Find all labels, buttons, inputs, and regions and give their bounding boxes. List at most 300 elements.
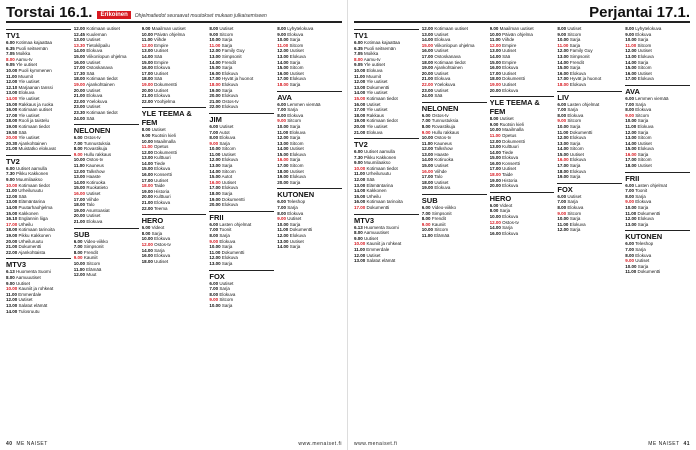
program-title: Yle uutiset: [18, 112, 40, 118]
program-entry: [625, 76, 690, 82]
program-time: 12.00: [141, 42, 153, 48]
program-title: Uutiset: [569, 151, 584, 157]
program-time: 23.00: [421, 87, 434, 93]
program-time: 12.00: [141, 149, 153, 155]
program-title: Kotimaan tarinoita: [18, 227, 55, 233]
program-time: 9.00: [557, 210, 567, 216]
program-time: 20.00: [73, 213, 86, 219]
program-time: 17.00: [421, 53, 434, 59]
program-time: 7.00: [557, 199, 567, 205]
program-time: 9.00: [421, 221, 431, 227]
program-title: Empire: [154, 42, 169, 48]
program-title: Elokuva: [221, 185, 238, 191]
program-entry: [557, 227, 622, 233]
program-time: 15.00: [277, 151, 289, 157]
program-title: Uutiset: [567, 193, 582, 199]
program-time: 10.00: [73, 260, 86, 266]
program-title: Elokuva: [635, 31, 652, 37]
program-time: 18.00: [421, 59, 434, 65]
program-time: 10.00: [557, 37, 569, 43]
program-time: 15.00: [141, 59, 153, 65]
program-time: 16.00: [277, 70, 289, 76]
program-title: Kulttuuri: [502, 144, 519, 150]
program-time: 15.00: [209, 174, 221, 180]
program-title: Elokuva: [637, 216, 654, 222]
program-time: 15.00: [6, 210, 18, 216]
program-time: 22.00: [141, 205, 153, 211]
program-title: Elokuva: [637, 123, 654, 129]
program-title: Lyhytelokuva: [287, 26, 314, 31]
program-time: 11.00: [625, 123, 637, 129]
program-title: Elokuva: [502, 155, 519, 161]
program-time: 13.00: [141, 48, 153, 54]
program-time: 9.00: [209, 297, 219, 303]
program-title: Hullu rakkaus: [83, 151, 112, 157]
program-title: Ajankohtainen: [18, 140, 47, 146]
program-title: Elämää: [434, 233, 450, 238]
program-time: 12.00: [625, 48, 637, 54]
program-title: Sarja: [637, 221, 649, 227]
program-time: 9.00: [277, 118, 286, 124]
program-title: Uutiset: [502, 81, 517, 87]
program-time: 9.00: [73, 255, 83, 261]
program-time: 10.00: [6, 182, 18, 188]
program-title: Tietokilpailu: [86, 42, 110, 48]
program-title: Ajankohtainen: [434, 65, 463, 71]
program-title: Sarja: [637, 37, 649, 43]
special-banner: Erikoinen: [97, 11, 130, 19]
program-time: 12.00: [73, 26, 86, 31]
program-time: 11.00: [421, 233, 433, 238]
program-title: Frendit: [431, 216, 446, 222]
program-time: 14.00: [354, 188, 366, 194]
program-title: Sarja: [219, 233, 230, 238]
program-title: Elokuva: [569, 70, 586, 76]
program-title: Sarja: [221, 260, 233, 266]
program-time: 9.00: [141, 132, 151, 138]
program-title: Uutiset: [16, 280, 31, 286]
program-time: 10.00: [6, 286, 18, 292]
program-title: Elokuva: [289, 174, 306, 180]
program-entry: [142, 259, 207, 265]
program-time: 7.00: [209, 286, 219, 292]
program-time: 17.00: [489, 166, 501, 172]
program-time: 18.00: [6, 118, 18, 124]
program-title: Kauniit ja rohkeat: [18, 286, 54, 292]
program-time: 8.00: [73, 249, 83, 255]
program-time: 9.00: [489, 121, 499, 127]
program-title: Rovastikuja: [431, 123, 456, 129]
program-time: 21.00: [141, 93, 153, 99]
program-title: Uutiset: [154, 258, 169, 264]
program-title: Sitcom: [637, 157, 652, 163]
program-time: 8.00: [489, 208, 499, 214]
program-time: 12.00: [354, 79, 366, 85]
program-title: Elokuva: [221, 255, 238, 261]
program-title: Elokuva: [221, 104, 238, 110]
program-title: Sarja: [569, 37, 581, 43]
program-title: Sarja: [289, 244, 301, 250]
program-title: Frendit: [569, 59, 584, 65]
program-time: 11.00: [557, 129, 569, 135]
program-time: 14.00: [73, 179, 86, 185]
program-title: Sarja: [289, 37, 301, 43]
program-time: 16.00: [421, 168, 434, 174]
program-title: Sitcom: [567, 118, 582, 124]
program-time: 20.00: [209, 93, 221, 99]
program-title: Sarja: [637, 205, 649, 211]
program-title: Sarja: [221, 37, 233, 43]
program-title: Rovastikuja: [83, 146, 108, 152]
program-title: Sitcom: [289, 140, 304, 146]
program-title: Uutiset: [364, 235, 379, 241]
program-time: 16.00: [73, 191, 86, 197]
program-time: 11.00: [6, 73, 18, 79]
program-title: Yöelokuva: [434, 81, 456, 87]
program-time: 6.13: [354, 224, 363, 230]
header-subtitle: Ohjelmatiedot seuraavat muutokset mukaan julkaisemiseen: [134, 13, 267, 19]
program-title: Viihde: [434, 168, 447, 174]
program-title: Sää: [86, 70, 95, 76]
program-title: Urheiluruutu: [18, 188, 43, 194]
program-time: 7.05: [6, 51, 15, 57]
program-time: 11.00: [141, 144, 153, 150]
program-time: 12.00: [489, 42, 501, 48]
program-time: 6.35: [354, 45, 363, 51]
program-time: 8.00: [141, 230, 151, 236]
program-time: 18.00: [557, 168, 569, 174]
program-entry: [490, 88, 555, 94]
program-time: 14.00: [6, 308, 18, 314]
left-footer: [6, 441, 342, 447]
program-time: 17.00: [73, 196, 86, 202]
program-title: Ruotsin kieli: [499, 121, 524, 127]
program-title: Ostoskanava: [434, 53, 461, 59]
program-title: Sarja: [569, 216, 581, 222]
program-title: Hullu rakkaus: [431, 129, 460, 135]
program-time: 20.00: [354, 123, 366, 129]
program-title: Elokuva: [18, 90, 35, 96]
program-time: 14.00: [209, 59, 221, 65]
program-time: 12.00: [557, 227, 569, 233]
program-time: 10.00: [141, 31, 153, 37]
program-entry: [625, 163, 690, 169]
program-time: 10.00: [209, 146, 221, 152]
program-title: Yle uutiset: [18, 79, 40, 85]
program-title: Hyvät ja huonot: [569, 76, 602, 82]
program-title: Kotimaan tiedot: [18, 123, 50, 129]
program-title: Kotimaan tarinoita: [366, 199, 403, 205]
program-time: 7.00: [277, 205, 286, 211]
program-title: Sarja: [154, 247, 165, 253]
program-time: 15.00: [421, 42, 434, 48]
program-title: Sarja: [221, 87, 233, 93]
program-time: 20.00: [489, 183, 501, 189]
channel-heading: HERO: [490, 192, 555, 203]
program-title: Kauneus: [434, 140, 452, 146]
program-title: Dokumentti: [637, 210, 661, 216]
program-time: 12.00: [489, 138, 501, 144]
program-time: 8.00: [557, 112, 567, 118]
program-time: 9.00: [557, 118, 567, 124]
program-title: Ostos-tv: [502, 219, 519, 225]
program-time: 13.00: [6, 199, 18, 205]
program-title: Teleshop: [635, 241, 654, 247]
program-time: 20.00: [421, 70, 434, 76]
program-title: Viikonlopun ohjelma: [86, 53, 127, 59]
program-title: Elokuva: [569, 221, 586, 227]
program-title: Uutiset: [151, 127, 166, 133]
program-title: Yle uutiset: [18, 95, 40, 101]
program-title: Elokuva: [219, 135, 236, 141]
program-time: 10.00: [209, 302, 221, 308]
program-time: 16.00: [209, 70, 221, 76]
program-time: 9.00: [625, 112, 634, 118]
program-title: Kotimaan tiedot: [18, 182, 50, 188]
program-time: 19.00: [489, 177, 501, 183]
program-time: 10.00: [73, 157, 86, 163]
program-title: Frendit: [83, 249, 98, 255]
program-title: Yle uutiset: [366, 79, 388, 85]
program-title: Uutiset: [287, 216, 302, 222]
program-time: 14.00: [141, 53, 153, 59]
program-time: 16.00: [625, 70, 637, 76]
program-title: Emmerdale: [18, 291, 42, 297]
program-time: 8.00: [6, 274, 15, 280]
program-title: Uutiset: [289, 238, 304, 244]
channel-heading: YLE TEEMA & FEM: [142, 107, 207, 127]
program-title: Elokuva: [434, 37, 451, 43]
program-title: Kotimaan uutiset: [18, 107, 53, 113]
program-time: 12.00: [209, 157, 221, 163]
program-time: 12.00: [354, 252, 366, 258]
program-time: 11.00: [625, 42, 637, 48]
program-time: 6.00: [625, 241, 634, 247]
program-time: 18.00: [141, 183, 153, 189]
program-title: Uutiset: [219, 26, 234, 31]
program-time: 6.00: [141, 225, 151, 231]
program-time: 17.00: [141, 70, 153, 76]
program-entry: [354, 205, 419, 211]
program-time: 19.00: [141, 188, 153, 194]
program-title: Yle uutiset: [366, 107, 388, 113]
program-title: Uutiset: [289, 48, 304, 54]
program-time: 13.00: [489, 144, 501, 150]
program-time: 6.00: [354, 40, 363, 45]
program-time: 12.00: [557, 48, 569, 54]
program-title: Talo: [86, 202, 95, 208]
program-title: Tunnustuksia: [83, 140, 111, 146]
program-time: 16.00: [277, 157, 289, 163]
program-time: 15.00: [489, 59, 501, 65]
program-title: Sarja: [637, 151, 649, 157]
program-title: Elokuva: [287, 210, 304, 216]
program-time: 19.00: [489, 81, 501, 87]
program-time: 9.00: [277, 31, 286, 37]
program-title: Uutiset: [637, 48, 652, 54]
program-time: 7.00: [209, 227, 219, 233]
program-time: 14.00: [6, 95, 18, 101]
program-time: 10.00: [489, 31, 501, 37]
program-time: 12.10: [6, 84, 18, 90]
program-time: 18.00: [625, 163, 637, 169]
program-title: Elokuva: [287, 112, 304, 118]
program-time: 7.00: [625, 247, 634, 252]
program-title: Elokuva: [221, 81, 238, 87]
program-time: 19.00: [73, 207, 86, 213]
program-time: 9.00: [6, 280, 15, 286]
program-time: 19.00: [209, 87, 221, 93]
program-title: Pikku Kakkonen: [364, 154, 397, 160]
program-title: Muistatko elokuvat: [18, 146, 56, 152]
program-time: 8.00: [141, 127, 151, 133]
channel-heading: SUB: [74, 228, 139, 239]
program-title: Uutiset: [221, 151, 236, 157]
program-title: Uutiset: [86, 191, 101, 197]
program-time: 17.00: [625, 157, 637, 163]
program-title: Sää: [154, 76, 163, 82]
program-title: Uutiset: [434, 87, 449, 93]
program-title: Moikka: [364, 51, 379, 57]
program-title: Emmerdale: [366, 247, 390, 252]
program-time: 14.00: [277, 146, 289, 152]
program-title: Aamu-tv: [363, 56, 381, 62]
program-time: 19.50: [6, 129, 18, 135]
program-title: Puutarhaohjelma: [18, 205, 53, 211]
channel-heading: KUTONEN: [277, 188, 342, 199]
program-title: Kotiruoka: [434, 157, 454, 163]
program-title: Uutiset: [86, 87, 101, 93]
program-time: 16.00: [489, 65, 501, 71]
program-title: Ruokatieto: [86, 185, 108, 191]
program-time: 15.00: [354, 95, 366, 101]
program-entry: [557, 82, 622, 88]
program-time: 9.00: [209, 140, 219, 146]
program-time: 23.00: [73, 104, 86, 110]
program-time: 13.00: [421, 151, 434, 157]
program-title: Uutiset: [499, 116, 514, 122]
program-time: 10.00: [557, 123, 569, 129]
program-title: Elokuva: [154, 253, 171, 259]
program-time: 7.00: [625, 101, 634, 107]
program-title: Yöelokuva: [86, 98, 108, 104]
listing-column: [6, 26, 71, 444]
program-time: 18.00: [489, 172, 501, 178]
program-title: Haaste: [86, 174, 101, 180]
program-time: 17.00: [73, 65, 86, 71]
program-title: Talo: [434, 174, 443, 180]
program-title: Elokuva: [502, 65, 519, 71]
program-title: Sarja: [637, 59, 649, 65]
program-title: Elokuva: [567, 112, 584, 118]
program-time: 12.00: [209, 255, 221, 261]
program-entry: [422, 93, 487, 99]
program-title: Kotimaa kajaattaa: [364, 40, 401, 45]
program-title: Hyvät ja huonot: [221, 76, 254, 82]
program-title: Dokumentti: [18, 244, 42, 250]
channel-heading: FRII: [209, 211, 274, 222]
program-time: 6.00: [557, 101, 567, 107]
program-time: 20.00: [277, 179, 289, 185]
program-time: 18.00: [209, 81, 221, 87]
program-time: 21.00: [73, 219, 86, 224]
program-time: 9.00: [625, 31, 634, 37]
program-title: Puoli kymmenen: [18, 67, 52, 73]
program-entry: [625, 269, 690, 275]
program-title: Uutiset: [434, 70, 449, 76]
program-time: 15.00: [73, 53, 86, 59]
program-title: Sarja: [289, 123, 301, 129]
program-time: 14.00: [421, 37, 434, 43]
program-time: 22.00: [73, 98, 86, 104]
program-title: Sitcom: [219, 31, 234, 37]
program-time: 11.00: [277, 129, 289, 135]
program-title: Päivän ohjelma: [154, 31, 185, 37]
program-time: 17.00: [209, 185, 221, 191]
program-title: Elokuva: [86, 48, 103, 54]
program-time: 12.00: [6, 193, 18, 199]
program-title: Elokuva: [221, 70, 238, 76]
program-time: 8.00: [209, 291, 219, 297]
program-time: 11.00: [625, 210, 637, 216]
program-title: Maailmalla: [502, 127, 524, 133]
program-title: Kauneus: [86, 163, 104, 169]
page-title: Perjantai 17.1.: [589, 4, 690, 21]
program-time: 13.00: [141, 155, 153, 161]
program-time: 12.00: [277, 135, 289, 141]
program-time: 20.00: [489, 87, 501, 93]
channel-heading: JIM: [209, 113, 274, 124]
program-time: 8.00: [277, 112, 286, 118]
program-title: Uutiset: [86, 37, 101, 43]
program-title: Uutiset: [289, 146, 304, 152]
program-time: 13.00: [209, 260, 221, 266]
program-time: 22.00: [141, 98, 153, 104]
program-title: Uutiset: [502, 166, 517, 172]
program-time: 21.00: [421, 76, 434, 82]
program-time: 9.00: [354, 235, 363, 241]
program-time: 18.00: [141, 76, 153, 82]
program-title: Sitcom: [287, 118, 301, 124]
program-title: Uutiset: [154, 177, 169, 183]
listing-column: [625, 26, 690, 444]
program-title: Uutiset: [86, 104, 101, 110]
program-title: Salatut elämät: [18, 302, 48, 308]
program-title: Dokumentti: [569, 129, 593, 135]
program-time: 12.00: [277, 48, 289, 54]
program-time: 10.00: [625, 118, 637, 124]
program-title: Viihde: [153, 37, 167, 43]
program-time: 18.00: [73, 76, 86, 82]
program-title: Uutiset: [434, 31, 449, 37]
program-time: 19.00: [421, 185, 434, 191]
program-time: 21.00: [6, 146, 18, 152]
program-title: Uutiset: [502, 48, 517, 54]
program-title: Uutiset: [502, 70, 517, 76]
program-title: Sitcom: [637, 42, 652, 48]
program-time: 20.00: [141, 194, 153, 200]
program-title: Elokuva: [289, 53, 306, 59]
program-time: 13.00: [625, 53, 637, 59]
program-title: Sää: [434, 93, 443, 99]
website: www.menaiset.fi: [354, 441, 398, 447]
program-time: 15.00: [141, 166, 153, 172]
program-time: 17.00: [421, 174, 434, 180]
program-title: Dokumentti: [289, 227, 313, 233]
program-time: 13.00: [625, 221, 637, 227]
program-title: Toonit: [219, 227, 232, 233]
program-title: Teema: [154, 205, 168, 211]
